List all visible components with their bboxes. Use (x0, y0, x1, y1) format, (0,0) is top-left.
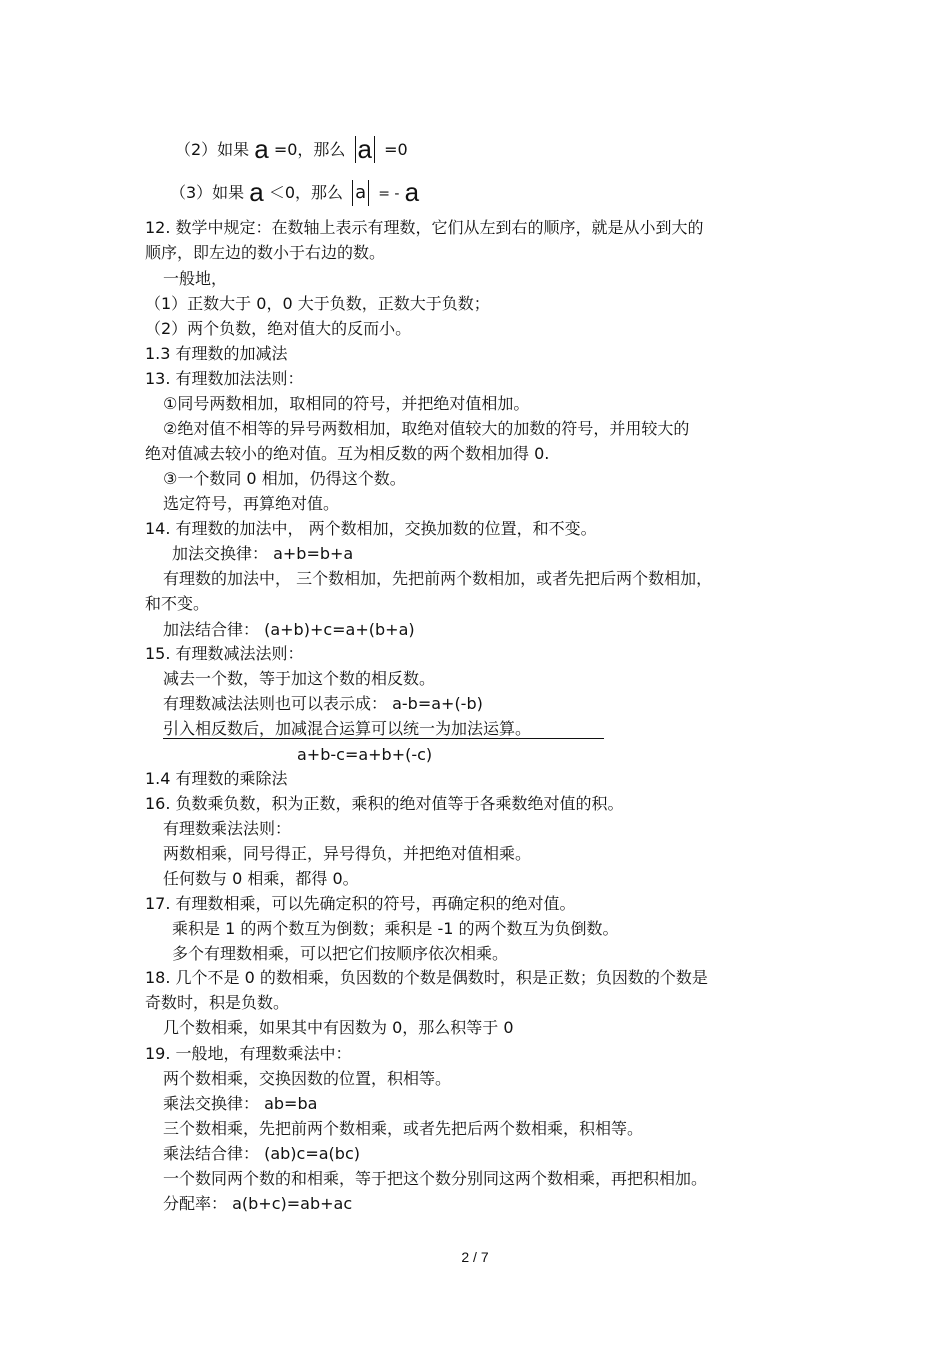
para-16: 16. 负数乘负数，积为正数，乘积的绝对值等于各乘数绝对值的积。 (145, 794, 624, 813)
absolute-value (355, 136, 375, 163)
para-13-c: ③一个数同 0 相加，仍得这个数。 (163, 469, 406, 488)
para-19-b: 乘法交换律： ab=ba (163, 1094, 318, 1113)
para-17-a: 乘积是 1 的两个数互为倒数；乘积是 -1 的两个数互为负倒数。 (172, 919, 619, 938)
para-13-b1: ②绝对值不相等的异号两数相加，取绝对值较大的加数的符号，并用较大的 (163, 419, 690, 438)
variable-a: a (355, 182, 367, 203)
variable-a: a (254, 134, 269, 164)
para-14-c: 加法结合律： (a+b)+c=a+(b+a) (163, 620, 415, 639)
para-13-d: 选定符号，再算绝对值。 (163, 494, 340, 513)
para-14-b1: 有理数的加法中， 三个数相加，先把前两个数相加，或者先把后两个数相加， (163, 569, 713, 588)
para-14-a: 加法交换律： a+b=b+a (172, 544, 354, 563)
formula-15: a+b-c=a+b+(-c) (297, 745, 433, 764)
text: （3）如果 (170, 183, 245, 202)
para-16-b: 两数相乘，同号得正，异号得负，并把绝对值相乘。 (163, 844, 532, 863)
para-13-a: ①同号两数相加，取相同的符号，并把绝对值相加。 (163, 394, 530, 413)
text: 引入相反数后，加减混合运算可以统一为加法运算。 (163, 719, 532, 738)
variable-a: a (404, 177, 420, 207)
general-text: 一般地， (163, 269, 228, 288)
section-1-4: 1.4 有理数的乘除法 (145, 769, 288, 788)
para-14-b2: 和不变。 (145, 594, 210, 613)
text: ＜0，那么 (268, 183, 344, 202)
section-1-3: 1.3 有理数的加减法 (145, 344, 288, 363)
para-12-line1: 12. 数学中规定：在数轴上表示有理数，它们从左到右的顺序，就是从小到大的 (145, 218, 704, 237)
rule-1: （1）正数大于 0，0 大于负数，正数大于负数； (145, 294, 490, 313)
rule-2: （2）两个负数，绝对值大的反而小。 (145, 319, 412, 338)
page-number: 2 / 7 (461, 1249, 489, 1265)
para-15-b: 有理数减法法则也可以表示成： a-b=a+(-b) (163, 694, 483, 713)
para-15: 15. 有理数减法法则： (145, 644, 304, 663)
para-19-d: 乘法结合律： (ab)c=a(bc) (163, 1144, 360, 1163)
para-19-a: 两个数相乘，交换因数的位置，积相等。 (163, 1069, 452, 1088)
para-18-line2: 奇数时，积是负数。 (145, 993, 290, 1012)
underline-rule (163, 738, 604, 739)
para-17-b: 多个有理数相乘，可以把它们按顺序依次相乘。 (172, 944, 509, 963)
para-15-a: 减去一个数，等于加这个数的相反数。 (163, 669, 436, 688)
para-14: 14. 有理数的加法中， 两个数相加，交换加数的位置，和不变。 (145, 519, 597, 538)
para-19-e: 一个数同两个数的和相乘，等于把这个数分别同这两个数相乘，再把积相加。 (163, 1169, 708, 1188)
para-17: 17. 有理数相乘，可以先确定积的符号，再确定积的绝对值。 (145, 894, 576, 913)
para-18-c: 几个数相乘，如果其中有因数为 0，那么积等于 0 (163, 1018, 514, 1037)
variable-a: a (249, 177, 264, 207)
para-18-line1: 18. 几个不是 0 的数相乘，负因数的个数是偶数时，积是正数；负因数的个数是 (145, 968, 708, 987)
para-19-c: 三个数相乘，先把前两个数相乘，或者先把后两个数相乘，积相等。 (163, 1119, 644, 1138)
para-19-f: 分配率： a(b+c)=ab+ac (163, 1194, 353, 1213)
line-case-2 (175, 136, 408, 163)
text: = - (378, 186, 400, 202)
para-16-c: 任何数与 0 相乘，都得 0。 (163, 869, 359, 888)
para-13: 13. 有理数加法法则： (145, 369, 304, 388)
para-16-a: 有理数乘法法则： (163, 819, 292, 838)
text: （2）如果 (175, 140, 250, 159)
para-19: 19. 一般地，有理数乘法中： (145, 1044, 352, 1063)
absolute-value (352, 180, 369, 206)
line-case-3 (170, 177, 420, 207)
variable-a: a (357, 134, 372, 164)
text: =0，那么 (273, 140, 346, 159)
para-13-b2: 绝对值减去较小的绝对值。互为相反数的两个数相加得 0. (145, 444, 550, 463)
text: =0 (384, 140, 408, 159)
para-12-line2: 顺序，即左边的数小于右边的数。 (145, 243, 386, 262)
para-15-c (163, 719, 531, 739)
